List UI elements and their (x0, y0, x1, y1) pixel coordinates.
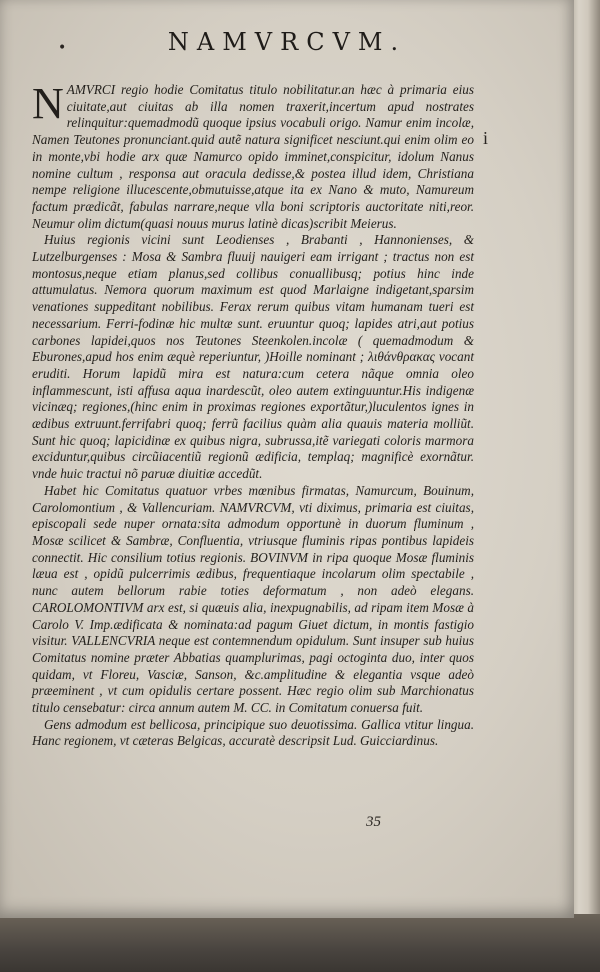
paragraph-3: Habet hic Comitatus quatuor vrbes mœnibus firmatas, Namurcum, Bouinum, Carolomontium , & Vallencuriam. NAMVRCVM, vti diximus, primaria est ciuitas, episcopali sede nuper ornata:sita admodum opportunè in duorum fluminum , Mosæ scilicet & Sambræ, Confluentia, vtriusque fluminis ripas pontibus lapideis connectit. Hic consilium totius regionis. BOVINVM in ripa quoque Mosæ fluminis læua est , opidũ pulcerrimis ædibus, frequentiaque incolarum olim spectabile , nunc autem bellorum rabie toties deformatum , non adeò elegans. CAROLOMONTIVM arx est, si quæuis alia, inexpugnabilis, ad ripam item Mosæ à Carolo V. Imp.ædificata & nominata:ad pagum Giuet dictum, in montis fastigio visitur. VALLENCVRIA neque est contemnendum opidulum. Sunt insuper sub huius Comitatus nomine præter Abbatias quamplurimas, pagi octoginta duo, inter quos quidam, vt Floreu, Vasciæ, Sanson, &c.amplitudine & elegantia vsque adeò præeminent , vt cum opidulis certare possent. Hæc regio olim sub Marchionatus titulo censebatur: circa annum autem M. CC. in Comitatum conuersa fuit. (32, 482, 474, 716)
text-body (32, 79, 474, 750)
margin-mark: i (483, 128, 489, 148)
page-title: NAMVRCVM. (167, 28, 407, 56)
drop-cap: N (32, 79, 64, 128)
paragraph-4: Gens admodum est bellicosa, principique suo deuotissima. Gallica vtitur lingua. Hanc regionem, vt cæteras Belgicas, accuratè descripsit Lud. Guicciardinus. (32, 716, 474, 749)
paragraph-1 (32, 79, 474, 232)
paragraph-2: Huius regionis vicini sunt Leodienses , Brabanti , Hannonienses, & Lutzelburgenses : Mosa & Sambra fluuij nauigeri eam irrigant ; tractus non est montosus,neque etiam planus,sed collibus conuallibusq; potius hinc inde attumulatus. Nemora quorum maximum est quod Marlaigne indigetant,sparsim venationes suppeditant nobilibus. Ferax rerum quibus vitam humanam tueri est necessarium. Ferri-fodinæ hic multæ sunt. eruuntur quoq; lapides atri,aut potius carbones lapidei,quos nos Teutones Steenkolen.incolæ ( quemadmodum & Eburones,apud hos enim æquè reperiuntur, )Hoille nominant ; λιθάνθρακας vocant eruditi. Horum lapidũ mira est natura:cum cetera nãque omnia oleo inflammescunt, isti affusa aqua inardescũt, oleo autem extinguuntur.His indigenæ vicinæq; regiones,(hinc enim in proximas regiones exportãtur,)luculentos ignes in ædibus extruunt.ferrifabri quoq; ferrũ facilius quàm alia quauis materia molliũt. Sunt hic quoq; lapicidinæ ex quibus nigra, subrussa,itẽ variegati coloris marmora exciduntur,quibus circũiacentiũ regionũ ædificia, templaq; magnificè exornãtur. vnde huic tractui nõ paruæ diuitiæ accedũt. (32, 232, 474, 482)
page-edges-right (570, 0, 600, 972)
page-number: 35 (366, 814, 381, 830)
corner-mark: • (58, 40, 67, 56)
book-bottom-shadow (0, 914, 600, 972)
paragraph-1-text: AMVRCI regio hodie Comitatus titulo nobilitatur.an hæc à primaria eius ciuitate,aut ciuitas ab illa nomen traxerit,incertum apud nostrates relinquitur:quemadmodũ quoque ipsius vocabuli origo. Namur enim incolæ, Namen Teutones pronunciant.quid autẽ natura significet nesciunt.qui enim olim eo in monte,vbi hodie arx quæ Namurco opido imminet,conspicitur, idolum Nanus nomine cultum , responsa aut oracula dedisse,& postea illud idem, Christiana nempe religione illucescente,obmutuisse,atque ita ex Nano & muto, Namureum factum prædicãt, fabulas narrare,neque vlla boni scriptoris auctoritate niti,reor. Neumur olim dictum(quasi nouus murus latinè dicas)scribit Meierus. (32, 82, 474, 231)
